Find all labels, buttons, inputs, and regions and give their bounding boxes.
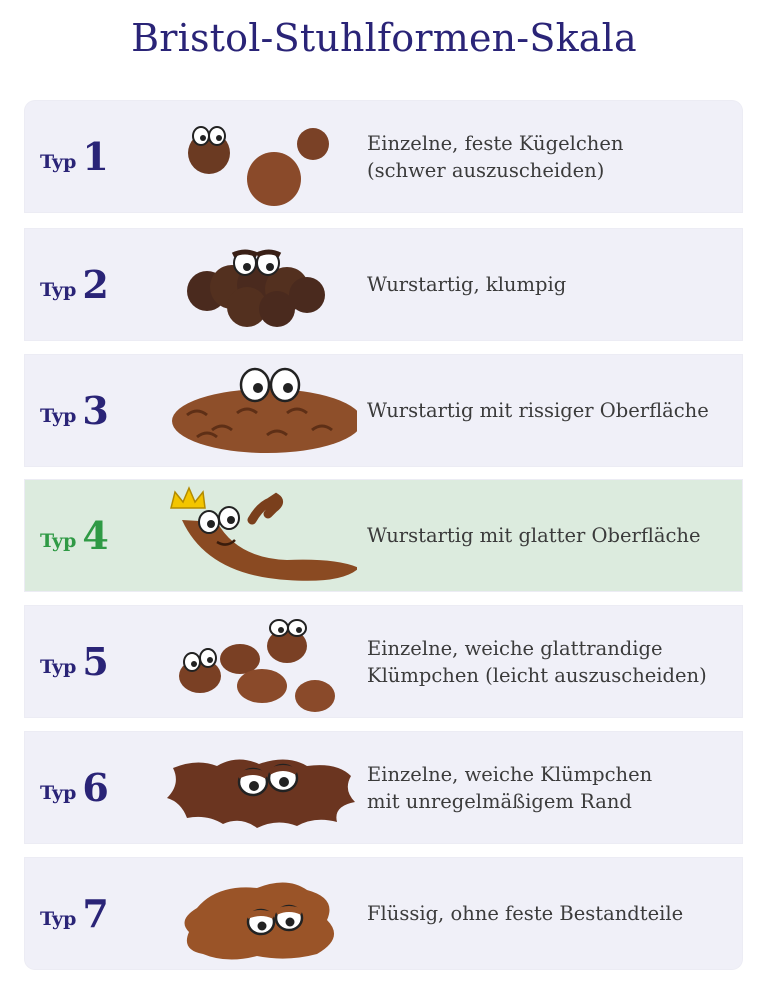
type-row-3: [25, 355, 742, 466]
cracked-stool-icon: [137, 355, 357, 466]
type-label-3: [40, 355, 109, 466]
smooth-stool-crown-icon: [137, 480, 357, 591]
type-number: 7: [82, 891, 109, 936]
description-line: Einzelne, feste Kügelchen: [367, 131, 624, 155]
type-label-2: [40, 229, 109, 340]
mushy-stool-icon: [137, 732, 357, 843]
type-row-5: [25, 606, 742, 717]
type-number: 6: [82, 765, 109, 810]
type-label-6: [40, 732, 109, 843]
type-description-1: [367, 101, 737, 212]
type-number: 1: [82, 134, 109, 179]
type-description-2: [367, 229, 737, 340]
description-line: Einzelne, weiche glattrandige: [367, 636, 663, 660]
type-number: 2: [82, 262, 109, 307]
lumpy-stool-icon: [137, 229, 357, 340]
type-description-5: [367, 606, 737, 717]
pellet-stool-icon: [137, 101, 357, 212]
type-number: 5: [82, 639, 109, 684]
soft-blobs-stool-icon: [137, 606, 357, 717]
type-prefix: Typ: [40, 529, 77, 552]
description-line: (schwer auszuscheiden): [367, 158, 605, 182]
type-label-1: [40, 101, 109, 212]
type-label-5: [40, 606, 109, 717]
description-line: Wurstartig mit rissiger Oberfläche: [367, 399, 709, 422]
type-number: 4: [82, 513, 109, 558]
liquid-stool-icon: [137, 858, 357, 969]
type-row-2: [25, 229, 742, 340]
description-line: Einzelne, weiche Klümpchen: [367, 762, 653, 786]
description-line: mit unregelmäßigem Rand: [367, 789, 632, 813]
type-row-4: [25, 480, 742, 591]
description-line: Wurstartig mit glatter Oberfläche: [367, 524, 701, 547]
type-label-4: [40, 480, 109, 591]
type-label-7: [40, 858, 109, 969]
type-row-1: [25, 101, 742, 212]
type-prefix: Typ: [40, 278, 77, 301]
description-line: Klümpchen (leicht auszuscheiden): [367, 663, 707, 687]
description-line: Wurstartig, klumpig: [367, 273, 567, 296]
type-number: 3: [82, 388, 109, 433]
description-line: Flüssig, ohne feste Bestandteile: [367, 902, 684, 925]
type-prefix: Typ: [40, 404, 77, 427]
type-prefix: Typ: [40, 781, 77, 804]
type-description-4: [367, 480, 737, 591]
type-prefix: Typ: [40, 655, 77, 678]
type-prefix: Typ: [40, 150, 77, 173]
type-row-6: [25, 732, 742, 843]
type-description-6: [367, 732, 737, 843]
page-title: Bristol-Stuhlformen-Skala: [131, 16, 637, 60]
type-row-7: [25, 858, 742, 969]
type-description-7: [367, 858, 737, 969]
type-prefix: Typ: [40, 907, 77, 930]
type-description-3: [367, 355, 737, 466]
